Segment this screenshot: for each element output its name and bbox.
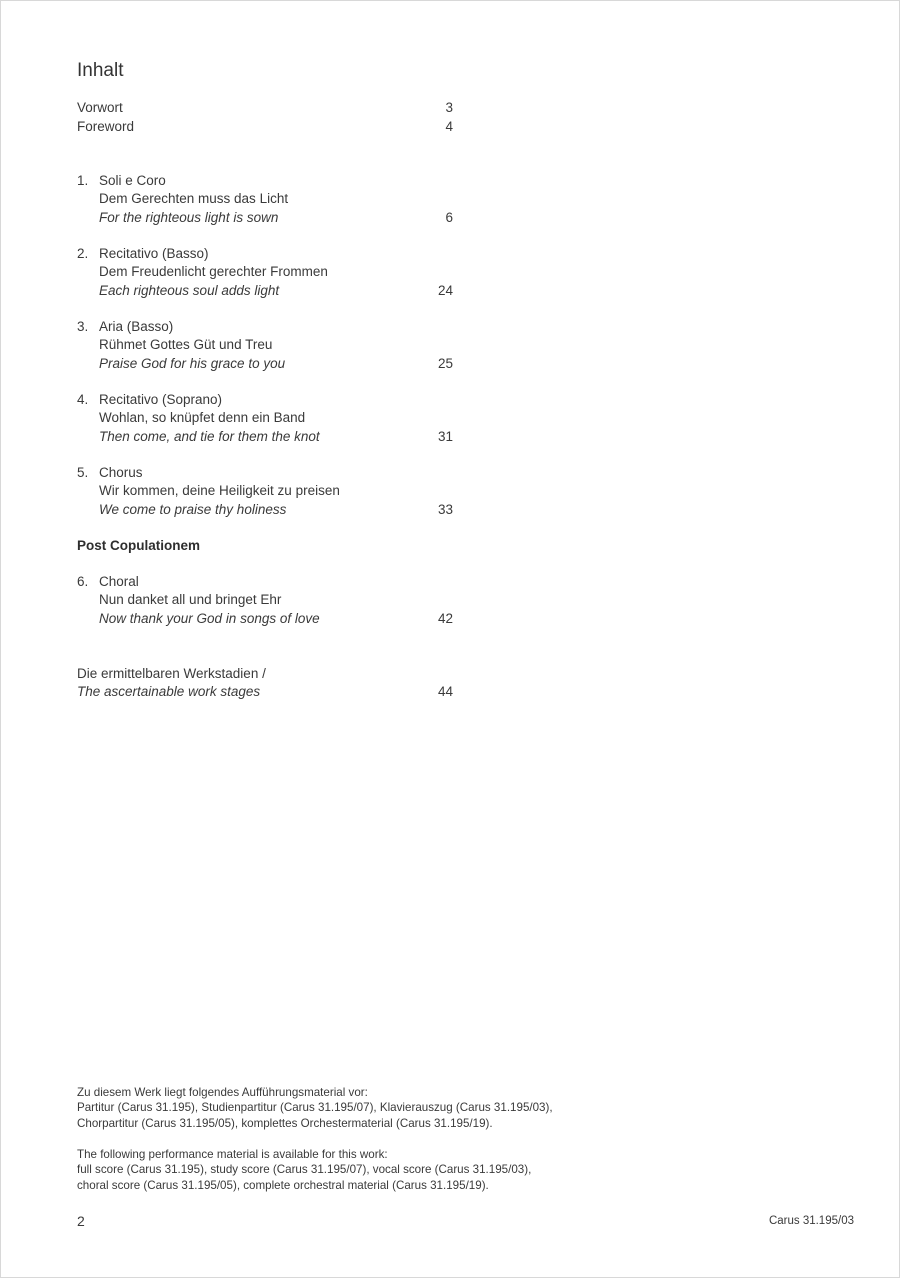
work-stages-title-de: Die ermittelbaren Werkstadien / xyxy=(77,666,266,681)
movement-number: 6. xyxy=(77,574,89,589)
material-line: choral score (Carus 31.195/05), complete orchestral material (Carus 31.195/19). xyxy=(77,1178,489,1192)
page-number: 2 xyxy=(77,1213,85,1229)
movement-title-de: Dem Freudenlicht gerechter Frommen xyxy=(99,264,328,280)
movement-title-en: We come to praise thy holiness xyxy=(99,501,287,517)
movement-number: 1. xyxy=(77,173,89,188)
movement-type: Aria (Basso) xyxy=(99,319,174,334)
material-line: Partitur (Carus 31.195), Studienpartitur (Carus 31.195/07), Klavierauszug (Carus 31.195/03), xyxy=(77,1101,553,1115)
movement-page-number: 42 xyxy=(437,610,453,626)
movement-title-de: Wohlan, so knüpfet denn ein Band xyxy=(99,410,306,426)
material-line: Zu diesem Werk liegt folgendes Aufführungsmaterial vor: xyxy=(77,1086,368,1099)
movement-type: Recitativo (Basso) xyxy=(99,246,209,261)
movement-title-en: Each righteous soul adds light xyxy=(99,282,280,298)
movement-number: 4. xyxy=(77,392,89,407)
movement-title-en: Now thank your God in songs of love xyxy=(99,610,320,626)
movement-type: Soli e Coro xyxy=(99,173,166,188)
movement-page-number: 33 xyxy=(437,501,453,517)
movement-type: Recitativo (Soprano) xyxy=(99,392,223,407)
movement-title-de: Rühmet Gottes Güt und Treu xyxy=(99,337,273,353)
movement-type: Chorus xyxy=(99,465,143,480)
movement-title-en: Then come, and tie for them the knot xyxy=(99,428,320,444)
material-line: Chorpartitur (Carus 31.195/05), komplettes Orchestermaterial (Carus 31.195/19). xyxy=(77,1116,493,1130)
toc-row-foreword[interactable] xyxy=(77,118,453,136)
performance-material-de xyxy=(77,1085,677,1131)
toc-label: Foreword xyxy=(77,119,135,134)
movement-number: 2. xyxy=(77,246,89,261)
toc-label: Vorwort xyxy=(77,100,123,115)
work-stages-title-en: The ascertainable work stages xyxy=(77,684,261,700)
catalog-number: Carus 31.195/03 xyxy=(768,1215,854,1227)
toc-page-number: 4 xyxy=(445,119,453,134)
movement-page-number: 6 xyxy=(445,209,453,225)
movement-title-de: Nun danket all und bringet Ehr xyxy=(99,592,282,608)
movement-title-en: For the righteous light is sown xyxy=(99,209,279,225)
movement-number: 3. xyxy=(77,319,89,334)
toc-page-number: 3 xyxy=(445,100,453,115)
section-heading: Post Copulationem xyxy=(77,538,201,553)
toc-row-vorwort[interactable] xyxy=(77,99,453,117)
movement-page-number: 25 xyxy=(437,355,453,371)
movement-title-de: Wir kommen, deine Heiligkeit zu preisen xyxy=(99,483,340,499)
movement-type: Choral xyxy=(99,574,139,589)
movement-page-number: 31 xyxy=(437,428,453,444)
movement-title-en: Praise God for his grace to you xyxy=(99,355,286,371)
page-title: Inhalt xyxy=(77,60,124,81)
material-line: full score (Carus 31.195), study score (Carus 31.195/07), vocal score (Carus 31.195/03), xyxy=(77,1163,532,1177)
performance-material-en xyxy=(77,1147,677,1193)
material-line: The following performance material is available for this work: xyxy=(77,1148,388,1161)
movement-title-de: Dem Gerechten muss das Licht xyxy=(99,191,289,207)
work-stages-page-number: 44 xyxy=(437,684,453,700)
movement-number: 5. xyxy=(77,465,89,480)
movement-page-number: 24 xyxy=(437,282,453,298)
toc-work-stages[interactable] xyxy=(77,665,453,702)
